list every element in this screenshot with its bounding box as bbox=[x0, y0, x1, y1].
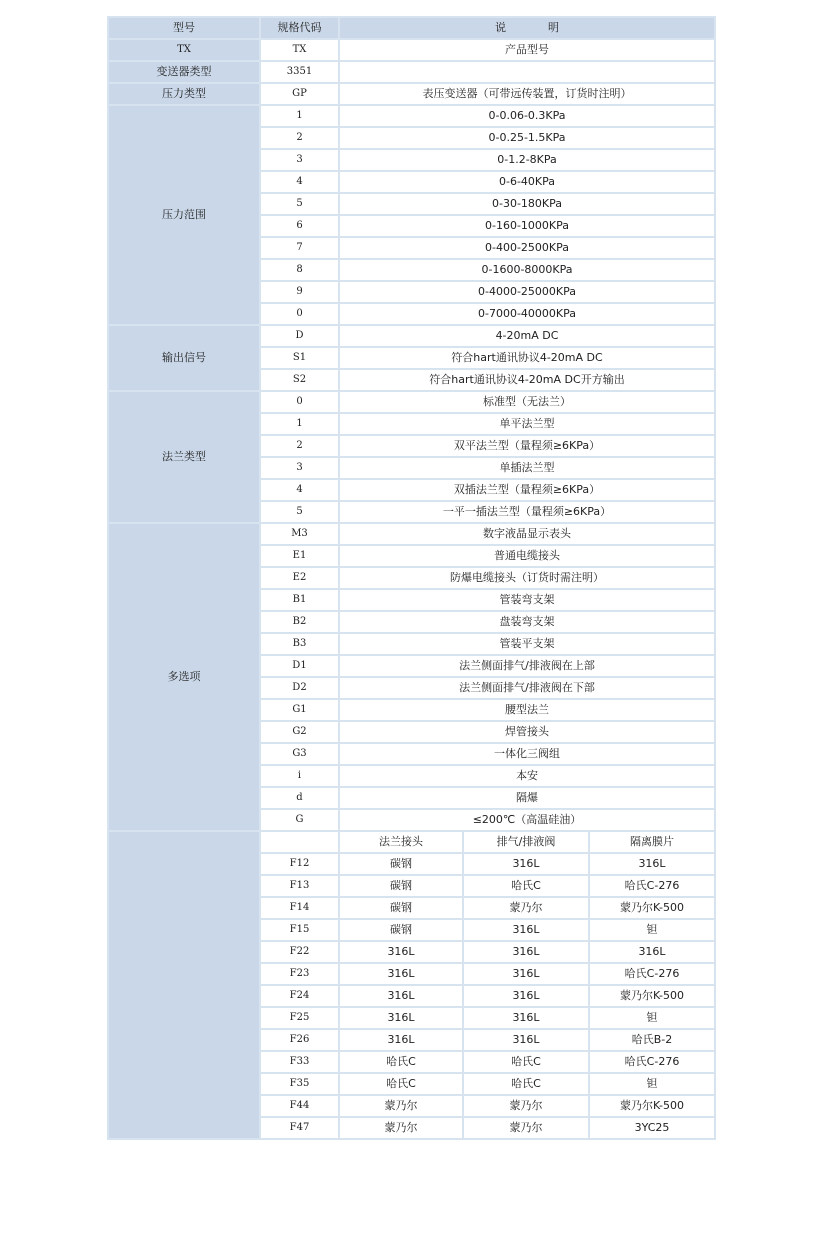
pressure-range-code: 8 bbox=[261, 260, 338, 280]
flange-type-code: 3 bbox=[261, 458, 338, 478]
material-diaphragm: 哈氏C-276 bbox=[590, 1052, 714, 1072]
output-signal-desc: 符合hart通讯协议4-20mA DC开方输出 bbox=[340, 370, 714, 390]
header-desc-b: 明 bbox=[548, 21, 559, 34]
option-row bbox=[109, 524, 714, 544]
material-flange: 316L bbox=[340, 1030, 462, 1050]
material-vent: 316L bbox=[464, 942, 588, 962]
option-desc: 本安 bbox=[340, 766, 714, 786]
material-code: F14 bbox=[261, 898, 338, 918]
material-vent: 蒙乃尔 bbox=[464, 898, 588, 918]
material-diaphragm: 蒙乃尔K-500 bbox=[590, 898, 714, 918]
flange-type-desc: 一平一插法兰型（量程须≥6KPa） bbox=[340, 502, 714, 522]
material-vent: 316L bbox=[464, 986, 588, 1006]
option-code: G1 bbox=[261, 700, 338, 720]
pressure-range-desc: 0-160-1000KPa bbox=[340, 216, 714, 236]
material-diaphragm: 3YC25 bbox=[590, 1118, 714, 1138]
option-code: G2 bbox=[261, 722, 338, 742]
material-vent: 316L bbox=[464, 1030, 588, 1050]
material-code: F15 bbox=[261, 920, 338, 940]
material-flange: 316L bbox=[340, 986, 462, 1006]
row-tx bbox=[109, 40, 714, 60]
desc-pressure-type: 表压变送器（可带远传装置，订货时注明） bbox=[340, 84, 714, 104]
option-code: G bbox=[261, 810, 338, 830]
material-flange: 哈氏C bbox=[340, 1052, 462, 1072]
spec-table bbox=[107, 16, 716, 1140]
output-signal-desc: 4-20mA DC bbox=[340, 326, 714, 346]
output-signal-row bbox=[109, 326, 714, 346]
material-code: F26 bbox=[261, 1030, 338, 1050]
pressure-range-desc: 0-1600-8000KPa bbox=[340, 260, 714, 280]
pressure-range-desc: 0-7000-40000KPa bbox=[340, 304, 714, 324]
option-desc: 管装平支架 bbox=[340, 634, 714, 654]
pressure-range-desc: 0-4000-25000KPa bbox=[340, 282, 714, 302]
option-desc: 法兰侧面排气/排液阀在下部 bbox=[340, 678, 714, 698]
desc-tx: 产品型号 bbox=[340, 40, 714, 60]
label-output-signal: 输出信号 bbox=[109, 326, 259, 390]
material-code: F35 bbox=[261, 1074, 338, 1094]
flange-type-code: 0 bbox=[261, 392, 338, 412]
pressure-range-code: 6 bbox=[261, 216, 338, 236]
materials-column-header: 法兰接头 bbox=[340, 832, 462, 852]
option-code: B3 bbox=[261, 634, 338, 654]
option-desc: 焊管接头 bbox=[340, 722, 714, 742]
material-flange: 316L bbox=[340, 964, 462, 984]
material-flange: 316L bbox=[340, 942, 462, 962]
flange-type-code: 1 bbox=[261, 414, 338, 434]
material-diaphragm: 钽 bbox=[590, 920, 714, 940]
flange-type-desc: 标准型（无法兰） bbox=[340, 392, 714, 412]
output-signal-code: D bbox=[261, 326, 338, 346]
material-code: F25 bbox=[261, 1008, 338, 1028]
pressure-range-code: 0 bbox=[261, 304, 338, 324]
label-tx: TX bbox=[109, 40, 259, 60]
option-desc: 法兰侧面排气/排液阀在上部 bbox=[340, 656, 714, 676]
option-code: E1 bbox=[261, 546, 338, 566]
flange-type-desc: 单平法兰型 bbox=[340, 414, 714, 434]
materials-column-header: 排气/排液阀 bbox=[464, 832, 588, 852]
materials-code-header bbox=[261, 832, 338, 852]
option-code: D1 bbox=[261, 656, 338, 676]
material-flange: 316L bbox=[340, 1008, 462, 1028]
pressure-range-code: 1 bbox=[261, 106, 338, 126]
material-diaphragm: 哈氏B-2 bbox=[590, 1030, 714, 1050]
material-vent: 哈氏C bbox=[464, 876, 588, 896]
option-desc: 腰型法兰 bbox=[340, 700, 714, 720]
material-diaphragm: 蒙乃尔K-500 bbox=[590, 986, 714, 1006]
material-vent: 蒙乃尔 bbox=[464, 1096, 588, 1116]
option-desc: 一体化三阀组 bbox=[340, 744, 714, 764]
flange-type-row bbox=[109, 392, 714, 412]
label-transmitter-type: 变送器类型 bbox=[109, 62, 259, 82]
desc-transmitter bbox=[340, 62, 714, 82]
material-code: F13 bbox=[261, 876, 338, 896]
pressure-range-code: 3 bbox=[261, 150, 338, 170]
material-flange: 碳钢 bbox=[340, 854, 462, 874]
option-desc: 防爆电缆接头（订货时需注明） bbox=[340, 568, 714, 588]
option-desc: ≤200℃（高温硅油） bbox=[340, 810, 714, 830]
material-code: F22 bbox=[261, 942, 338, 962]
code-transmitter: 3351 bbox=[261, 62, 338, 82]
pressure-range-row bbox=[109, 106, 714, 126]
label-pressure-range: 压力范围 bbox=[109, 106, 259, 324]
header-row bbox=[109, 18, 714, 38]
pressure-range-desc: 0-30-180KPa bbox=[340, 194, 714, 214]
pressure-range-code: 4 bbox=[261, 172, 338, 192]
code-tx: TX bbox=[261, 40, 338, 60]
material-code: F23 bbox=[261, 964, 338, 984]
option-desc: 盘装弯支架 bbox=[340, 612, 714, 632]
material-vent: 蒙乃尔 bbox=[464, 1118, 588, 1138]
pressure-range-code: 2 bbox=[261, 128, 338, 148]
material-vent: 316L bbox=[464, 964, 588, 984]
option-desc: 隔爆 bbox=[340, 788, 714, 808]
label-pressure-type: 压力类型 bbox=[109, 84, 259, 104]
flange-type-desc: 双插法兰型（量程须≥6KPa） bbox=[340, 480, 714, 500]
material-vent: 316L bbox=[464, 854, 588, 874]
flange-type-code: 4 bbox=[261, 480, 338, 500]
flange-type-desc: 双平法兰型（量程须≥6KPa） bbox=[340, 436, 714, 456]
pressure-range-desc: 0-1.2-8KPa bbox=[340, 150, 714, 170]
material-vent: 哈氏C bbox=[464, 1074, 588, 1094]
option-code: E2 bbox=[261, 568, 338, 588]
pressure-range-desc: 0-6-40KPa bbox=[340, 172, 714, 192]
header-model: 型号 bbox=[109, 18, 259, 38]
code-pressure-type: GP bbox=[261, 84, 338, 104]
option-code: D2 bbox=[261, 678, 338, 698]
label-flange-type: 法兰类型 bbox=[109, 392, 259, 522]
material-code: F12 bbox=[261, 854, 338, 874]
material-diaphragm: 316L bbox=[590, 942, 714, 962]
header-spec-code: 规格代码 bbox=[261, 18, 338, 38]
material-flange: 碳钢 bbox=[340, 876, 462, 896]
material-flange: 蒙乃尔 bbox=[340, 1096, 462, 1116]
option-code: d bbox=[261, 788, 338, 808]
material-code: F33 bbox=[261, 1052, 338, 1072]
output-signal-code: S1 bbox=[261, 348, 338, 368]
option-code: B2 bbox=[261, 612, 338, 632]
materials-column-header: 隔离膜片 bbox=[590, 832, 714, 852]
material-flange: 碳钢 bbox=[340, 920, 462, 940]
output-signal-desc: 符合hart通讯协议4-20mA DC bbox=[340, 348, 714, 368]
material-diaphragm: 钽 bbox=[590, 1008, 714, 1028]
material-vent: 哈氏C bbox=[464, 1052, 588, 1072]
material-vent: 316L bbox=[464, 1008, 588, 1028]
materials-header-row bbox=[109, 832, 714, 852]
row-transmitter bbox=[109, 62, 714, 82]
option-desc: 普通电缆接头 bbox=[340, 546, 714, 566]
option-code: B1 bbox=[261, 590, 338, 610]
flange-type-code: 5 bbox=[261, 502, 338, 522]
material-flange: 蒙乃尔 bbox=[340, 1118, 462, 1138]
option-desc: 数字液晶显示表头 bbox=[340, 524, 714, 544]
pressure-range-desc: 0-0.25-1.5KPa bbox=[340, 128, 714, 148]
option-code: i bbox=[261, 766, 338, 786]
material-diaphragm: 蒙乃尔K-500 bbox=[590, 1096, 714, 1116]
flange-type-desc: 单插法兰型 bbox=[340, 458, 714, 478]
material-vent: 316L bbox=[464, 920, 588, 940]
material-diaphragm: 316L bbox=[590, 854, 714, 874]
row-pressure-type bbox=[109, 84, 714, 104]
pressure-range-code: 5 bbox=[261, 194, 338, 214]
material-flange: 碳钢 bbox=[340, 898, 462, 918]
material-diaphragm: 哈氏C-276 bbox=[590, 876, 714, 896]
material-diaphragm: 哈氏C-276 bbox=[590, 964, 714, 984]
label-option: 多选项 bbox=[109, 524, 259, 830]
header-description bbox=[340, 18, 714, 38]
material-code: F24 bbox=[261, 986, 338, 1006]
header-desc-a: 说 bbox=[495, 21, 506, 34]
materials-label-cell bbox=[109, 832, 259, 1138]
pressure-range-desc: 0-0.06-0.3KPa bbox=[340, 106, 714, 126]
material-code: F44 bbox=[261, 1096, 338, 1116]
option-desc: 管装弯支架 bbox=[340, 590, 714, 610]
material-code: F47 bbox=[261, 1118, 338, 1138]
flange-type-code: 2 bbox=[261, 436, 338, 456]
pressure-range-code: 7 bbox=[261, 238, 338, 258]
material-diaphragm: 钽 bbox=[590, 1074, 714, 1094]
pressure-range-desc: 0-400-2500KPa bbox=[340, 238, 714, 258]
material-flange: 哈氏C bbox=[340, 1074, 462, 1094]
output-signal-code: S2 bbox=[261, 370, 338, 390]
pressure-range-code: 9 bbox=[261, 282, 338, 302]
option-code: M3 bbox=[261, 524, 338, 544]
option-code: G3 bbox=[261, 744, 338, 764]
